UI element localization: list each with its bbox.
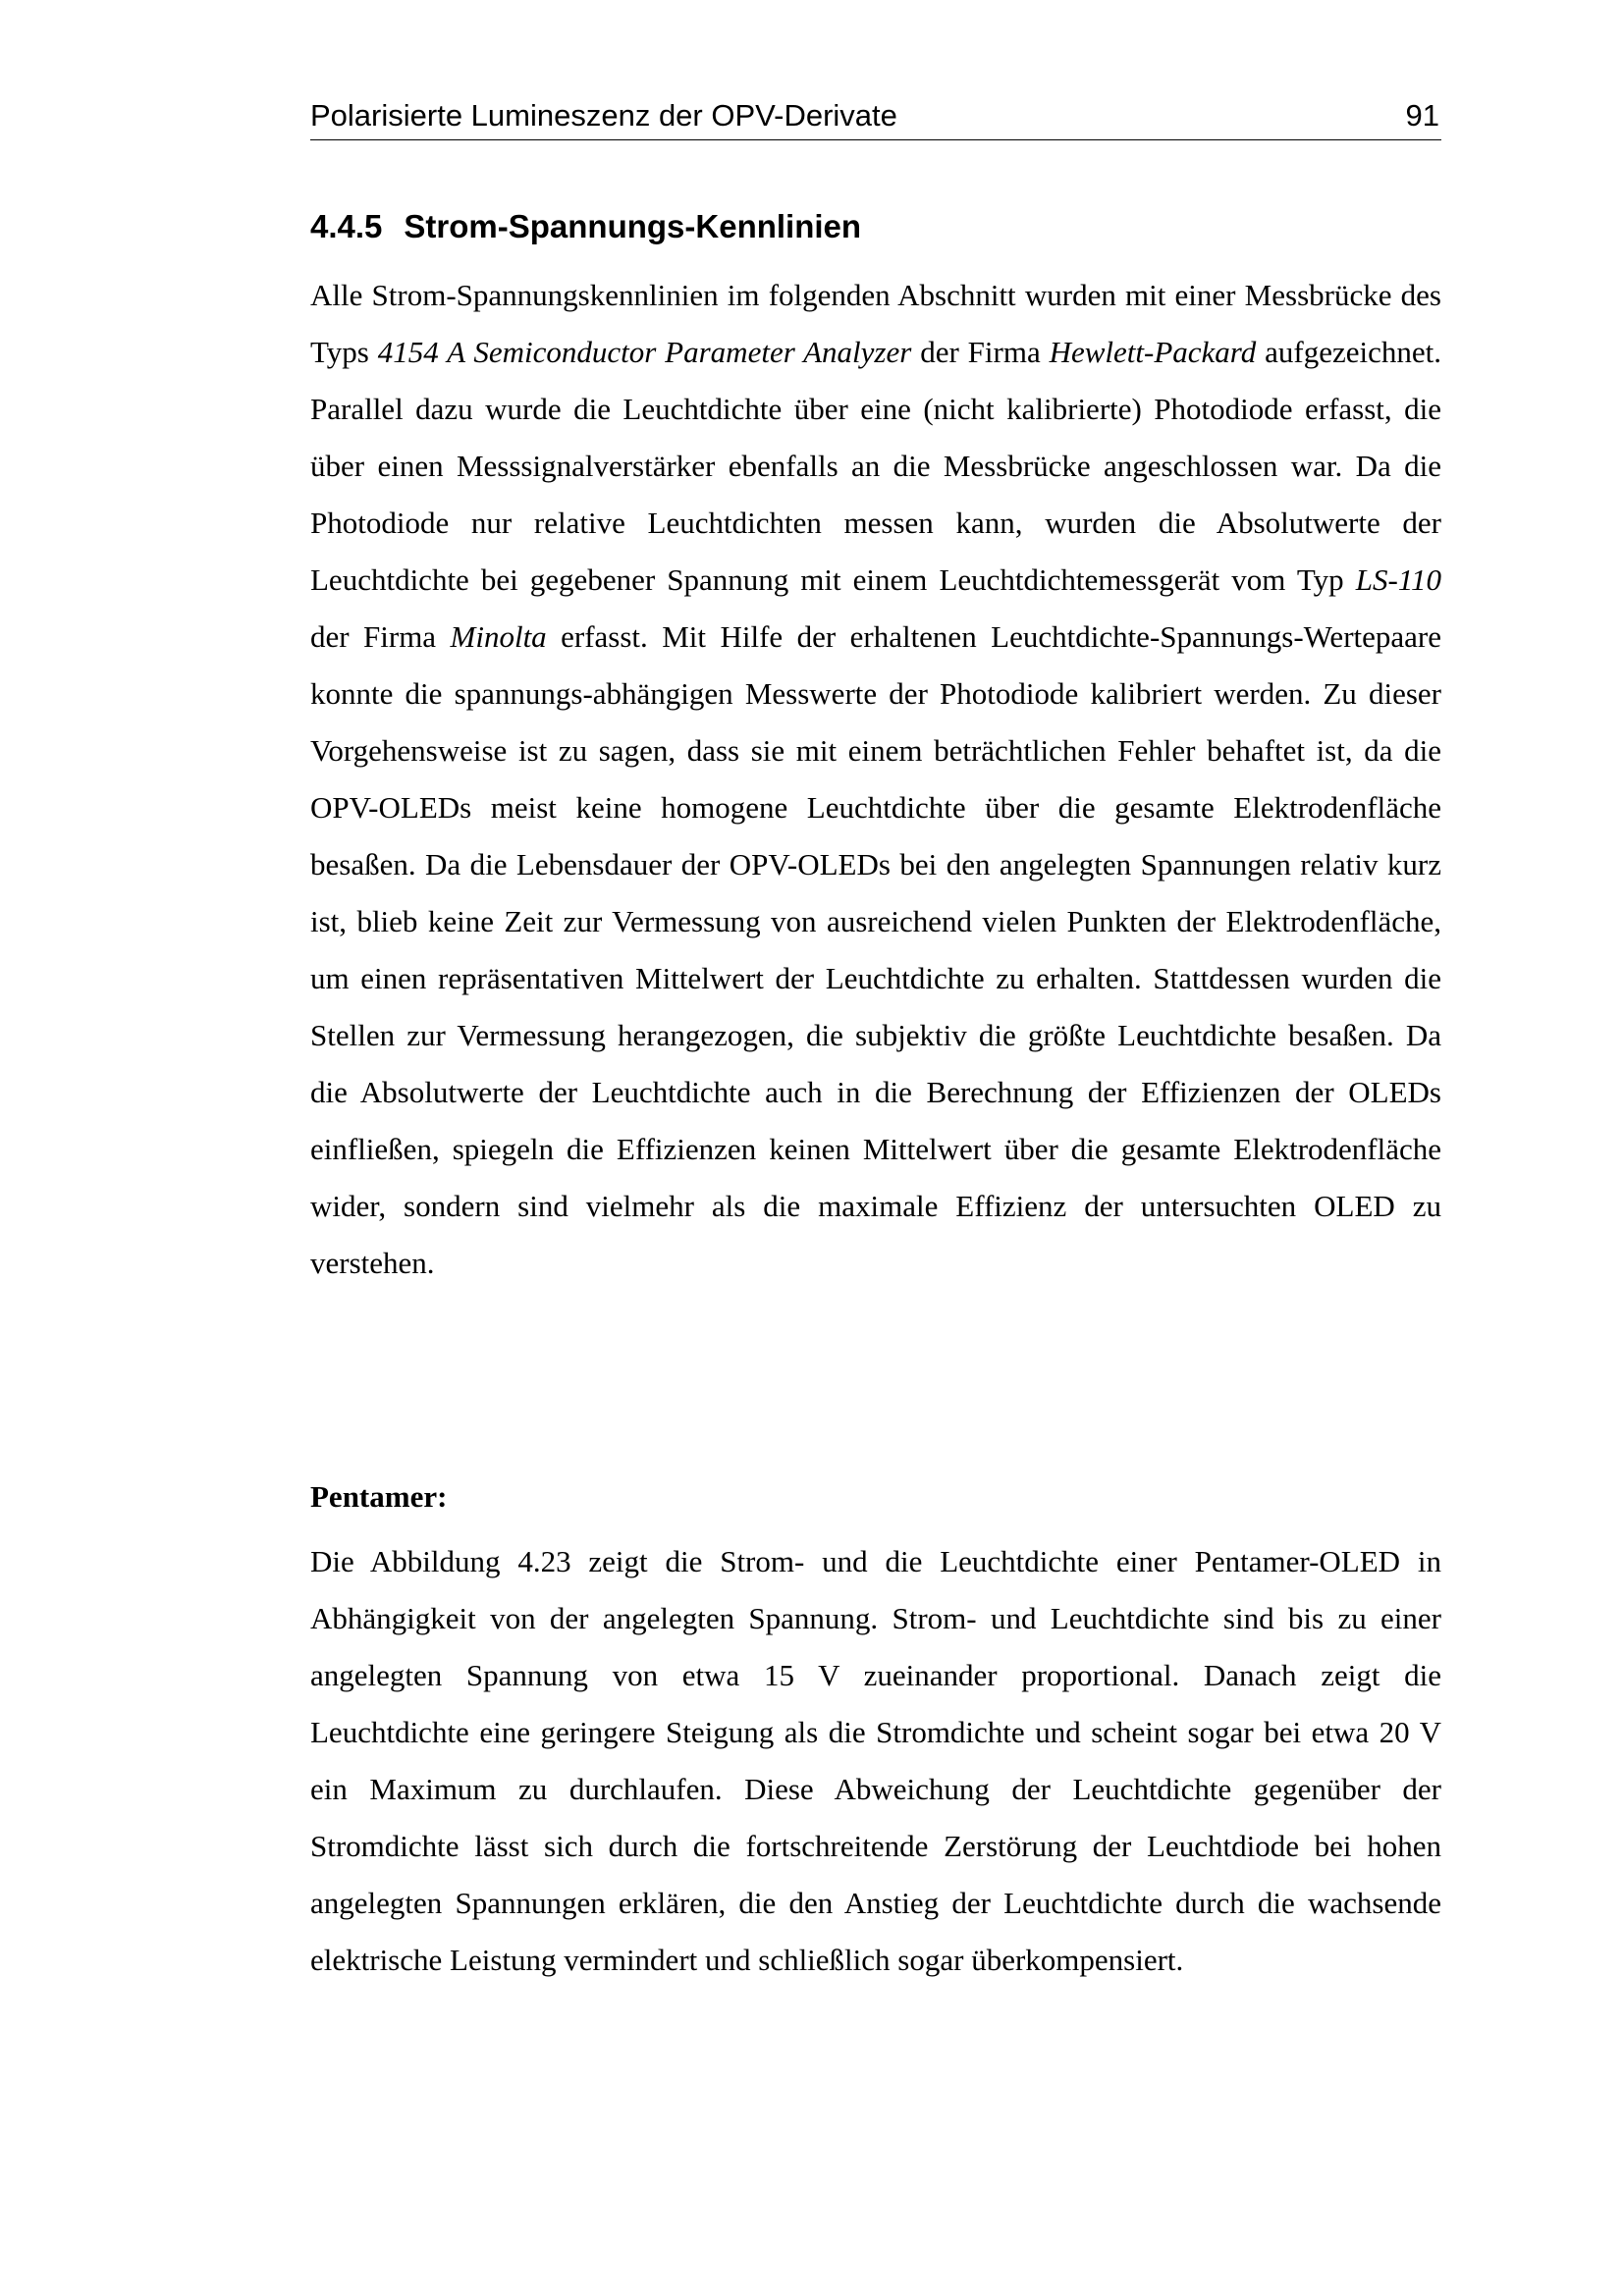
subheading-pentamer: Pentamer:: [310, 1479, 448, 1514]
paragraph-measurement-setup: [310, 267, 1441, 1292]
paragraph-pentamer: Die Abbildung 4.23 zeigt die Strom- und die Leuchtdichte einer Pentamer-OLED in Abhängigkeit von der angelegten Spannung. Strom- und Leuchtdichte sind bis zu einer angelegten Spannung von etwa 15 V zueinander proportional. Danach zeigt die Leuchtdichte eine geringere Steigung als die Stromdichte und scheint sogar bei etwa 20 V ein Maximum zu durchlaufen. Diese Abweichung der Leuchtdichte gegenüber der Stromdichte lässt sich durch die fortschreitende Zerstörung der Leuchtdiode bei hohen angelegten Spannungen erklären, die den Anstieg der Leuchtdichte durch die wachsende elektrische Leistung vermindert und schließlich sogar überkompensiert.: [310, 1544, 1441, 1977]
paragraph-text: der Firma: [310, 619, 451, 654]
section-heading: [310, 208, 861, 245]
paragraph-text: Alle Strom-Spannungskennlinien im folgenden Abschnitt wurden mit einer Messbrücke des Typs: [310, 278, 1441, 369]
paragraph-text: erfasst. Mit Hilfe der erhaltenen Leuchtdichte-Spannungs-Wertepaare konnte die spannungs-abhängigen Messwerte der Photodiode kalibriert werden. Zu dieser Vorgehensweise ist zu sagen, dass sie mit einem beträchtlichen Fehler behaftet ist, da die OPV-OLEDs meist keine homogene Leuchtdichte über die gesamte Elektrodenfläche besaßen. Da die Lebensdauer der OPV-OLEDs bei den angelegten Spannungen relativ kurz ist, blieb keine Zeit zur Vermessung von ausreichend vielen Punkten der Elektrodenfläche, um einen repräsentativen Mittelwert der Leuchtdichte zu erhalten. Stattdessen wurden die Stellen zur Vermessung herangezogen, die subjektiv die größte Leuchtdichte besaßen. Da die Absolutwerte der Leuchtdichte auch in die Berechnung der Effizienzen der OLEDs einfließen, spiegeln die Effizienzen keinen Mittelwert über die gesamte Elektrodenfläche wider, sondern sind vielmehr als die maximale Effizienz der untersuchten OLED zu verstehen.: [310, 619, 1441, 1280]
paragraph-text: der Firma: [911, 335, 1050, 369]
section-title: Strom-Spannungs-Kennlinien: [404, 208, 862, 244]
header-title: Polarisierte Lumineszenz der OPV-Derivate: [310, 98, 897, 133]
device-name: 4154 A Semiconductor Parameter Analyzer: [377, 335, 912, 369]
company-name: Hewlett-Packard: [1049, 335, 1257, 369]
meter-model: LS-110: [1355, 562, 1441, 597]
section-number: 4.4.5: [310, 208, 383, 244]
running-header: [310, 94, 1441, 140]
page-number: 91: [1405, 98, 1439, 133]
paragraph-text: aufgezeichnet. Parallel dazu wurde die Leuchtdichte über eine (nicht kalibrierte) Photodiode erfasst, die über einen Messsignalverstärker ebenfalls an die Messbrücke angeschlossen war. Da die Photodiode nur relative Leuchtdichten messen kann, wurden die Absolutwerte der Leuchtdichte bei gegebener Spannung mit einem Leuchtdichtemessgerät vom Typ: [310, 335, 1441, 597]
meter-company: Minolta: [450, 619, 547, 654]
